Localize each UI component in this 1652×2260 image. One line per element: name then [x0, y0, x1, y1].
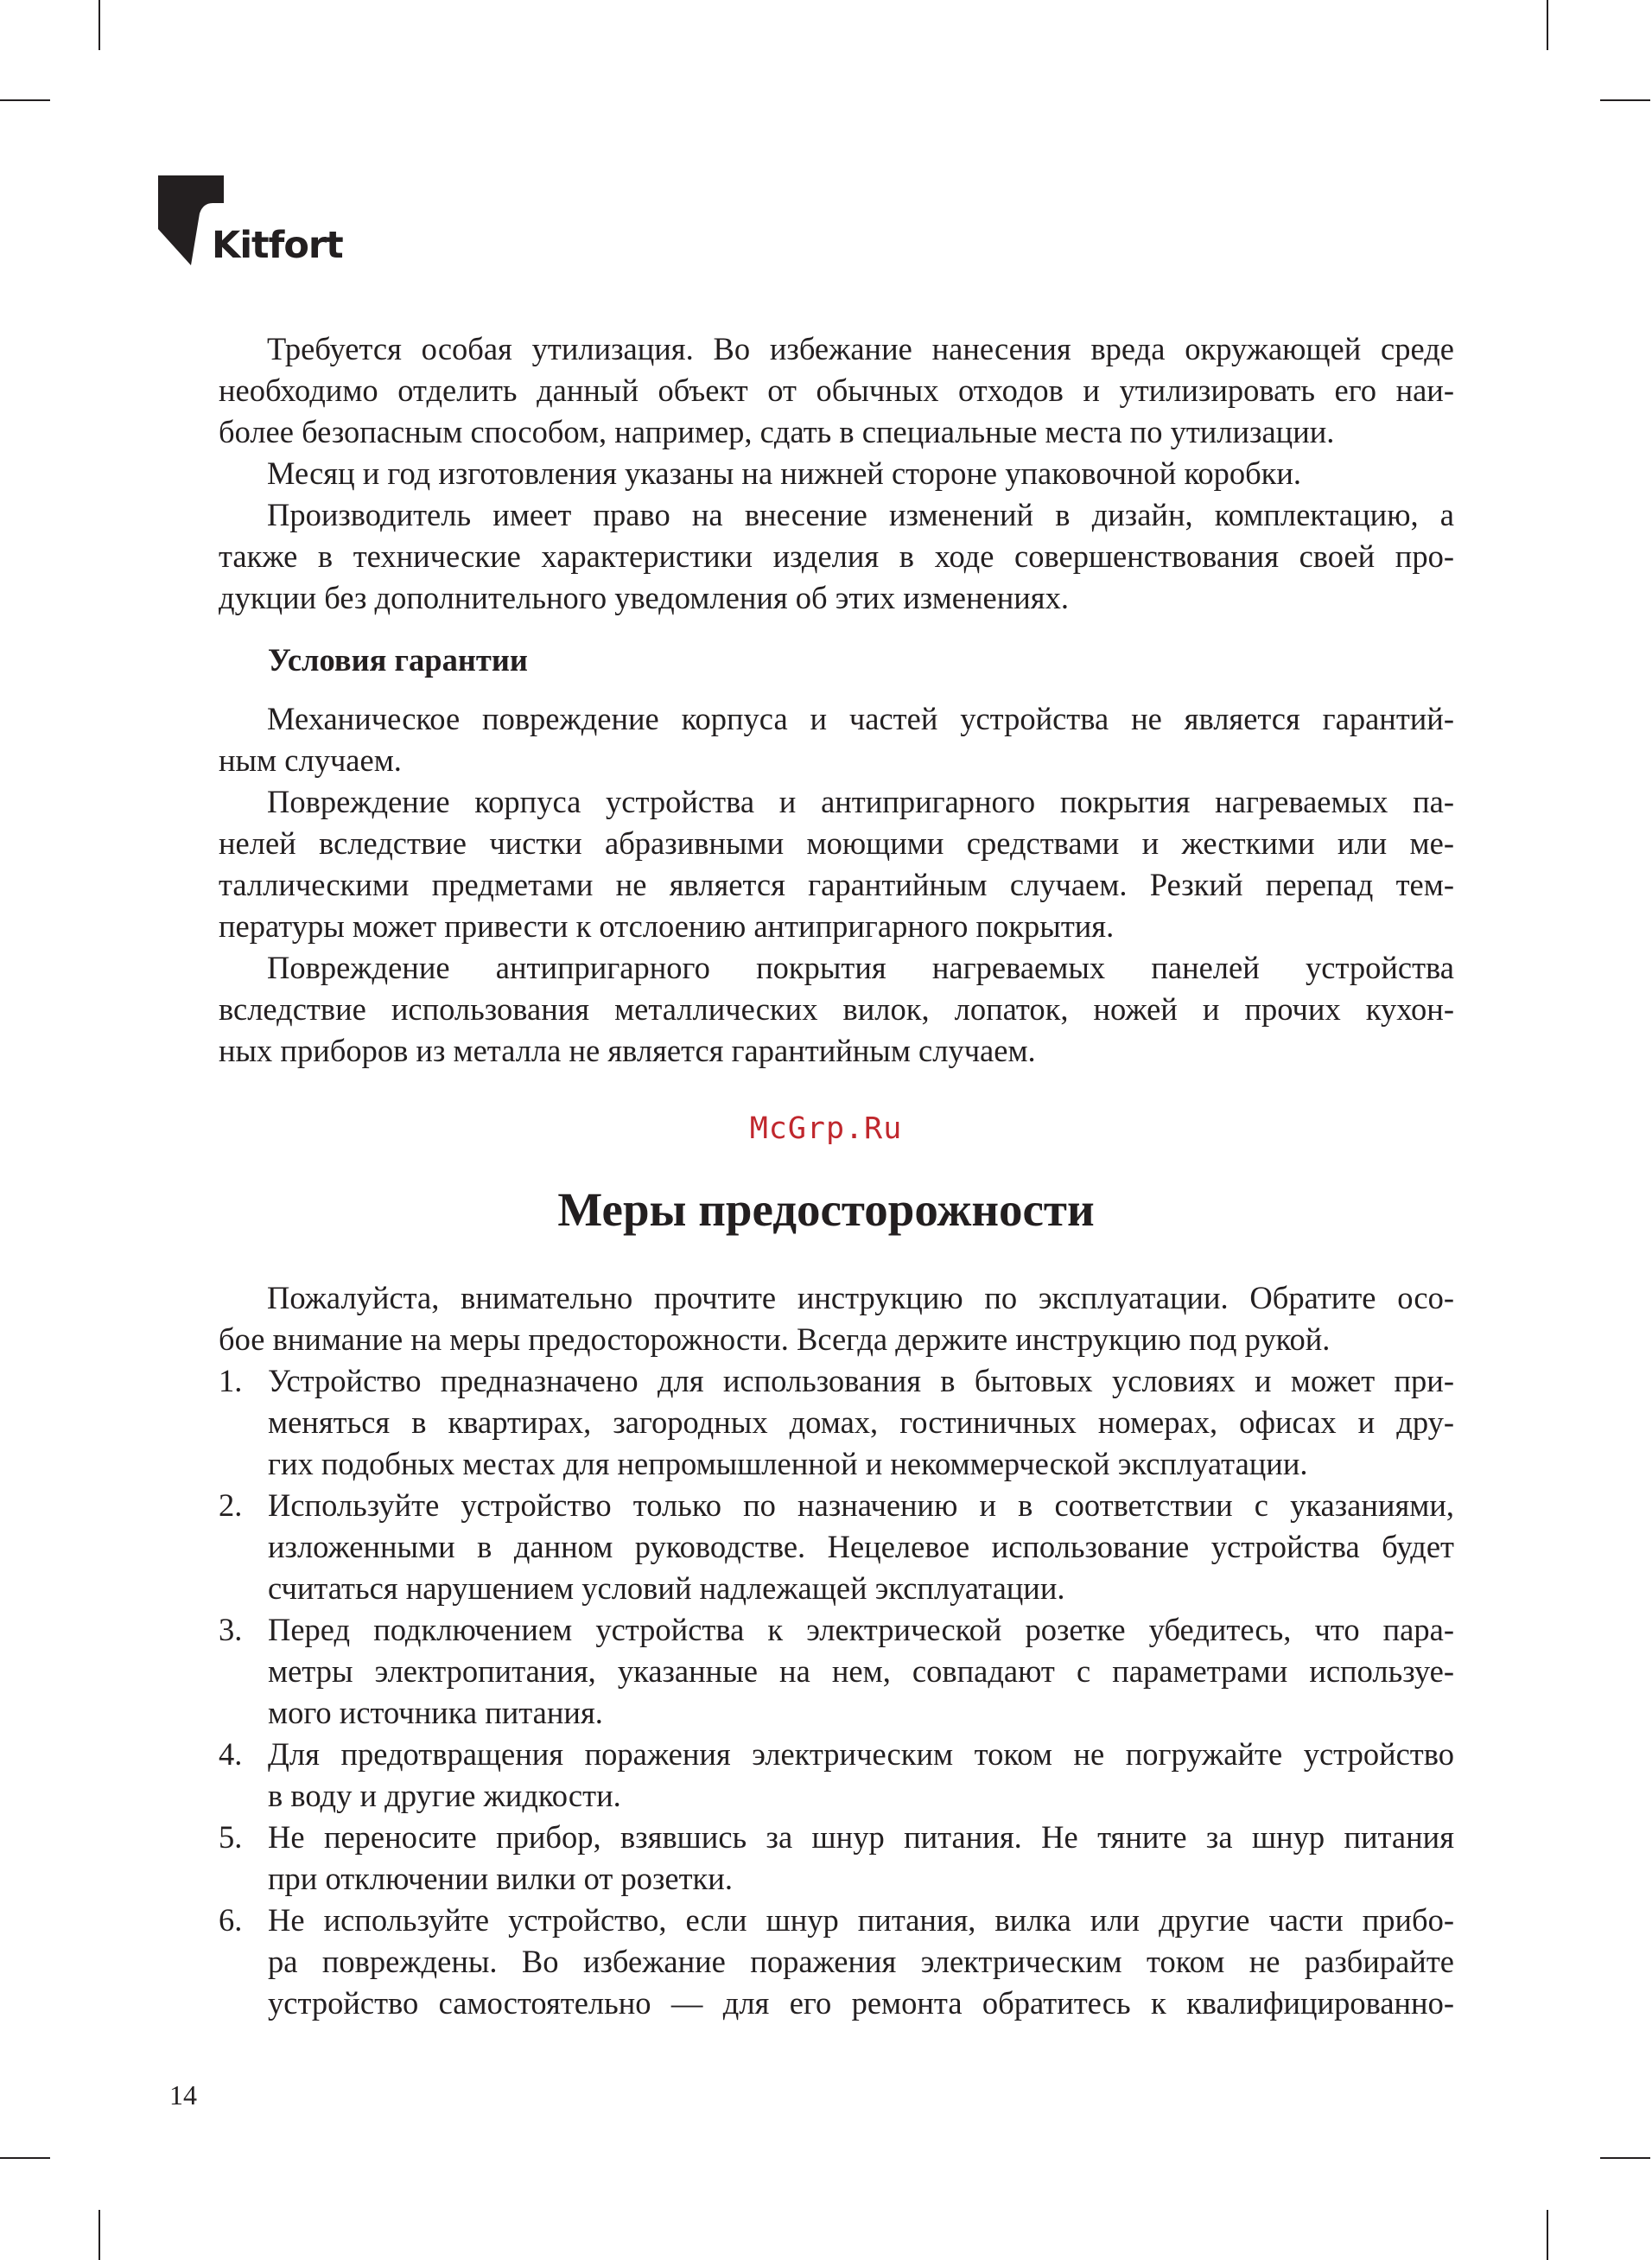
warranty-section	[219, 698, 1454, 1072]
page-number: 14	[169, 2079, 197, 2110]
brand-name: Kitfort	[212, 224, 343, 267]
crop-mark	[98, 2210, 100, 2260]
precautions-list	[219, 1360, 1454, 2024]
crop-mark	[1547, 0, 1548, 50]
list-item: 4. Для предотвращения поражения электрическим током не погружайте устройство в воду и другие жидкости.	[219, 1736, 1454, 1813]
paragraph: Месяц и год изготовления указаны на нижней стороне упаковочной коробки.	[267, 455, 1302, 491]
crop-mark	[98, 0, 100, 50]
watermark-text: McGrp.Ru	[749, 1111, 903, 1146]
list-item: 1. Устройство предназначено для использования в бытовых условиях и может при- меняться в квартирах, загородных домах, гостиничных номерах, офисах и дру- гих подобных местах для непромышленной и некоммерческой эксплуатации.	[219, 1363, 1454, 1481]
paragraph: Повреждение антипригарного покрытия нагреваемых панелей устройства вследствие использования металлических вилок, лопаток, ножей и прочих кухон- ных приборов из металла не является гарантийным случаем.	[219, 950, 1454, 1068]
paragraph: Требуется особая утилизация. Во избежание нанесения вреда окружающей среде необходимо отделить данный объект от обычных отходов и утилизировать его наи- более безопасным способом, например, сдать в специальные места по утилизации.	[219, 331, 1454, 449]
crop-mark	[1600, 99, 1650, 101]
crop-mark	[1547, 2210, 1548, 2260]
paragraph: Пожалуйста, внимательно прочтите инструкцию по эксплуатации. Обратите осо- бое внимание на меры предосторожности. Всегда держите инструкцию под рукой.	[219, 1280, 1454, 1357]
warranty-heading: Условия гарантии	[268, 642, 528, 678]
paragraph: Механическое повреждение корпуса и частей устройства не является гарантий- ным случаем.	[219, 701, 1454, 778]
intro-section	[219, 328, 1454, 619]
crop-mark	[0, 2157, 50, 2159]
crop-mark	[1600, 2157, 1650, 2159]
section-title: Меры предосторожности	[557, 1183, 1095, 1236]
list-item: 6. Не используйте устройство, если шнур питания, вилка или другие части прибо- ра повреждены. Во избежание поражения электрическим током не разбирайте устройство самостоятельно — для его ремонта обратитесь к квалифицированно-	[219, 1902, 1454, 2021]
paragraph: Производитель имеет право на внесение изменений в дизайн, комплектацию, а также в технические характеристики изделия в ходе совершенствования своей про- дукции без дополнительного уведомления об этих изменениях.	[219, 497, 1454, 615]
list-item: 2. Используйте устройство только по назначению и в соответствии с указаниями, изложенными в данном руководстве. Нецелевое использование устройства будет считаться нарушением условий надлежащей эксплуатации.	[219, 1487, 1454, 1606]
list-item: 5. Не переносите прибор, взявшись за шнур питания. Не тяните за шнур питания при отключении вилки от розетки.	[219, 1819, 1454, 1896]
precautions-intro	[219, 1277, 1454, 1360]
paragraph: Повреждение корпуса устройства и антипригарного покрытия нагреваемых па- нелей вследствие чистки абразивными моющими средствами и жесткими или ме- таллическими предметами не является гарантийным случаем. Резкий перепад тем- пературы может привести к отслоению антипригарного покрытия.	[219, 784, 1454, 944]
list-item: 3. Перед подключением устройства к электрической розетке убедитесь, что пара- метры электропитания, указанные на нем, совпадают с параметрами используе- мого источника питания.	[219, 1612, 1454, 1730]
crop-mark	[0, 99, 50, 101]
